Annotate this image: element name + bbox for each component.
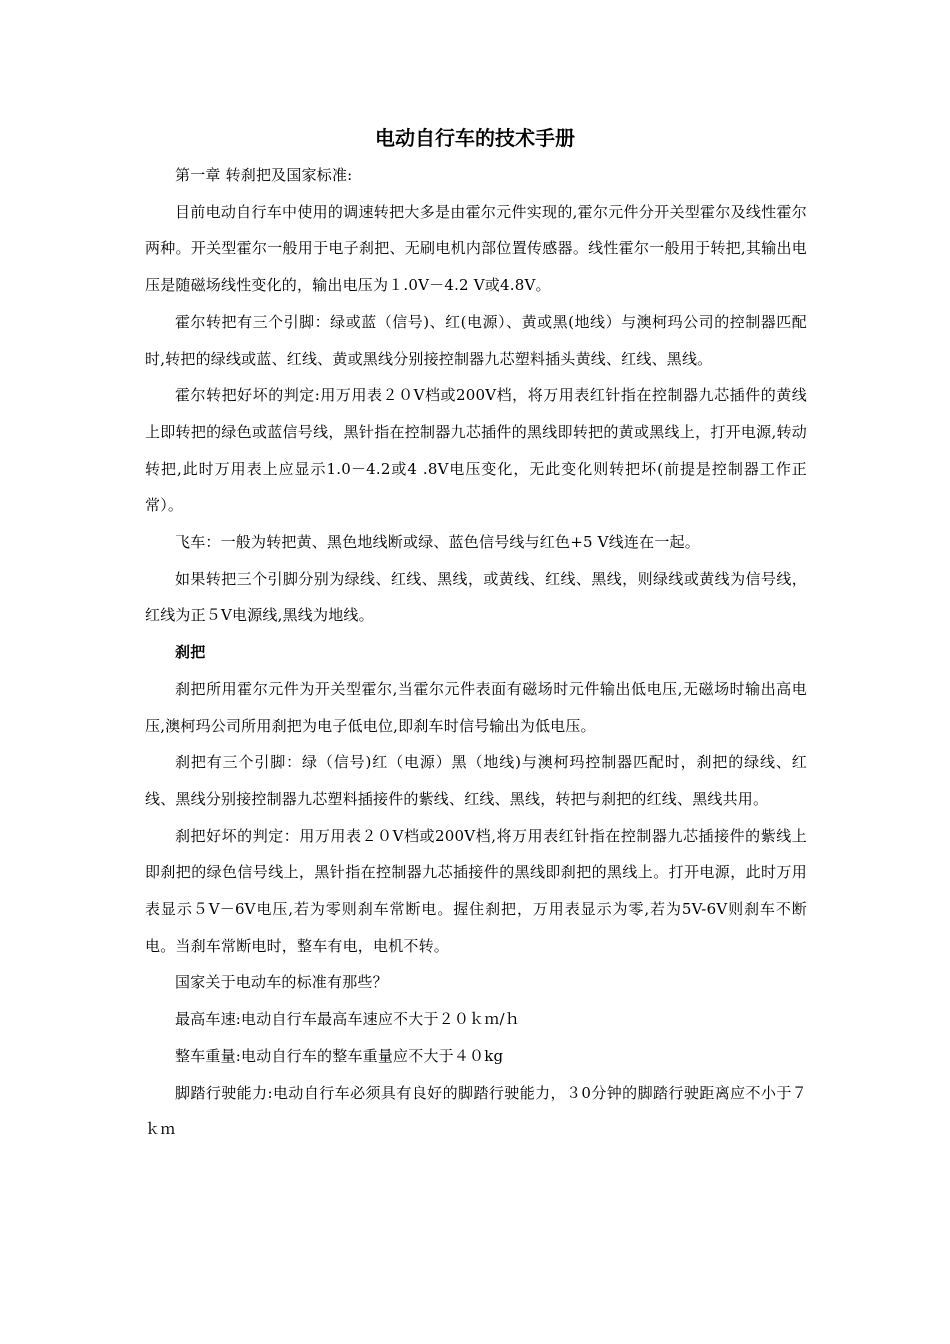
paragraph-pin-colors: 如果转把三个引脚分别为绿线、红线、黑线，或黄线、红线、黑线，则绿线或黄线为信号线，红线为正５V电源线,黑线为地线。: [145, 569, 807, 625]
paragraph-max-speed: 最高车速:电动自行车最高车速应不大于２０ｋｍ/ｈ: [175, 1010, 520, 1029]
paragraph-hall-intro: 目前电动自行车中使用的调速转把大多是由霍尔元件实现的,霍尔元件分开关型霍尔及线性霍尔两种。开关型霍尔一般用于电子刹把、无刷电机内部位置传感器。线性霍尔一般用于转把,其输出电压是随磁场线性变化的，输出电压为１.0V－4.2 V或4.8V。: [145, 202, 807, 295]
paragraph-runaway: 飞车：一般为转把黄、黑色地线断或绿、蓝色信号线与红色+5 V线连在一起。: [175, 533, 700, 552]
section-heading-brake: 刹把: [175, 643, 206, 662]
paragraph-weight: 整车重量:电动自行车的整车重量应不大于４０kg: [175, 1046, 504, 1065]
paragraph-brake-pins: 刹把有三个引脚：绿（信号)红（电源）黑（地线)与澳柯玛控制器匹配时，刹把的绿线、红线、黑线分别接控制器九芯塑料插接件的紫线、红线、黑线，转把与刹把的红线、黑线共用。: [145, 753, 807, 808]
paragraph-hall-pins: 霍尔转把有三个引脚：绿或蓝（信号)、红(电源）、黄或黑(地线）与澳柯玛公司的控制器匹配时,转把的绿线或蓝、红线、黄或黑线分别接控制器九芯塑料插头黄线、红线、黑线。: [145, 312, 807, 368]
paragraph-brake-hall: 刹把所用霍尔元件为开关型霍尔,当霍尔元件表面有磁场时元件输出低电压,无磁场时输出高电压,澳柯玛公司所用刹把为电子低电位,即刹车时信号输出为低电压。: [145, 679, 807, 735]
paragraph-brake-test: 刹把好坏的判定：用万用表２０V档或200V档,将万用表红针指在控制器九芯插接件的紫线上即刹把的绿色信号线上，黑针指在控制器九芯插接件的黑线即刹把的黑线上。打开电源，此时万用表显示５V－6V电压,若为零则刹车常断电。握住刹把，万用表显示为零,若为5V-6V则刹车不断电。当刹车常断电时，整车有电，电机不转。: [145, 826, 807, 955]
paragraph-hall-test: 霍尔转把好坏的判定:用万用表２０V档或200V档，将万用表红针指在控制器九芯插件的黄线上即转把的绿色或蓝信号线，黑针指在控制器九芯插件的黑线即转把的黄或黑线上，打开电源,转动转把,此时万用表上应显示1.0－4.2或4 .8V电压变化，无此变化则转把坏(前提是控制器工作正常）。: [145, 386, 807, 515]
chapter-heading: 第一章 转刹把及国家标准:: [175, 166, 353, 184]
paragraph-pedal: 脚踏行驶能力:电动自行车必须具有良好的脚踏行驶能力，３0分钟的脚踏行驶距离应不小于７ｋｍ: [145, 1083, 807, 1139]
document-body: [145, 157, 807, 1148]
paragraph-national-standards: 国家关于电动车的标准有那些？: [175, 973, 388, 992]
document-title: 电动自行车的技术手册: [375, 126, 575, 150]
